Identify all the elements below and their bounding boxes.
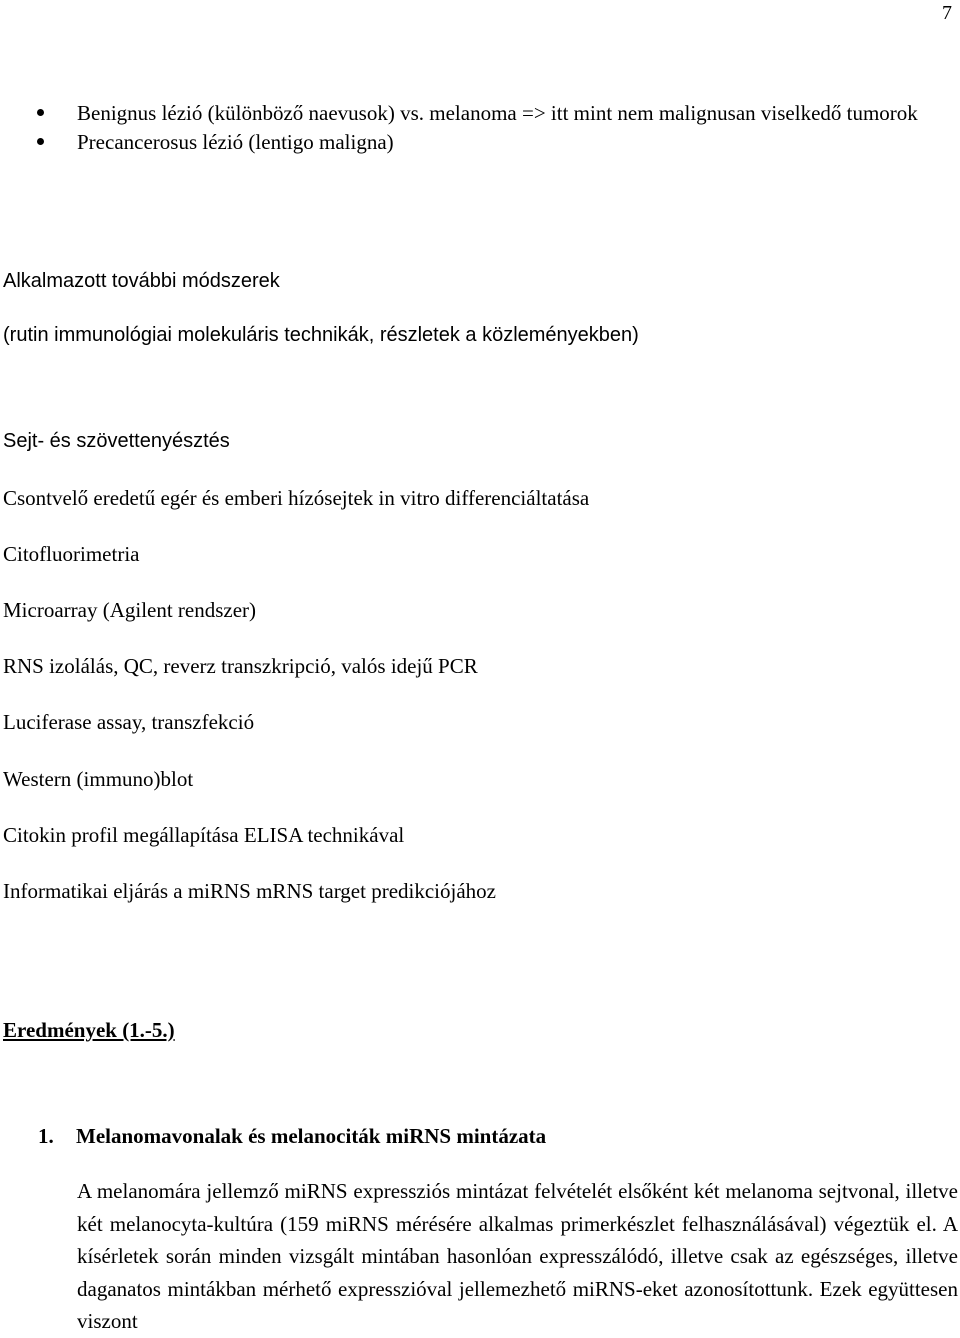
section-number: 1.: [38, 1124, 54, 1148]
bullet-text: Precancerosus lézió (lentigo maligna): [77, 130, 394, 154]
results-heading: Eredmények (1.-5.): [3, 1018, 175, 1042]
bullet-text: Benignus lézió (különböző naevusok) vs. melanoma => itt mint nem malignusan viselkedő tumorok: [77, 101, 918, 125]
method-line: Csontvelő eredetű egér és emberi hízósejtek in vitro differenciáltatása: [3, 486, 590, 510]
bullet-icon: [37, 109, 44, 116]
methods-subtitle: (rutin immunológiai molekuláris technikák, részletek a közleményekben): [3, 324, 639, 346]
list-item: [0, 99, 956, 128]
method-line: RNS izolálás, QC, reverz transzkripció, valós idejű PCR: [3, 654, 478, 678]
method-line: Citofluorimetria: [3, 542, 140, 566]
method-line: Luciferase assay, transzfekció: [3, 710, 255, 734]
bullet-icon: [37, 138, 44, 145]
method-line: Western (immuno)blot: [3, 767, 194, 791]
section-title-text: Melanomavonalak és melanociták miRNS mintázata: [76, 1124, 547, 1148]
bullet-list: [0, 99, 956, 157]
method-line: Informatikai eljárás a miRNS mRNS target predikciójához: [3, 879, 496, 903]
list-item: [0, 128, 956, 157]
methods-title: Alkalmazott további módszerek: [3, 270, 280, 292]
section-title: [38, 1124, 546, 1149]
section-paragraph: A melanomára jellemző miRNS expressziós mintázat felvételét elsőként két melanoma sejtvonal, illetve két melanocyta-kultúra (159 miRNS mérésére alkalmas primerkészlet felhasználásával) végeztük el. A kísérletek során minden vizsgált mintában hasonlóan expresszálódó, illetve csak az egészséges, illetve daganatos mintákban mérhető expresszióval jellemezhető miRNS-eket azonosítottunk. Ezek együttesen viszont: [77, 1179, 958, 1333]
method-line: Microarray (Agilent rendszer): [3, 598, 257, 622]
method-line: Sejt- és szövettenyésztés: [3, 430, 230, 452]
method-line: Citokin profil megállapítása ELISA technikával: [3, 823, 405, 847]
page-number: 7: [942, 2, 952, 24]
